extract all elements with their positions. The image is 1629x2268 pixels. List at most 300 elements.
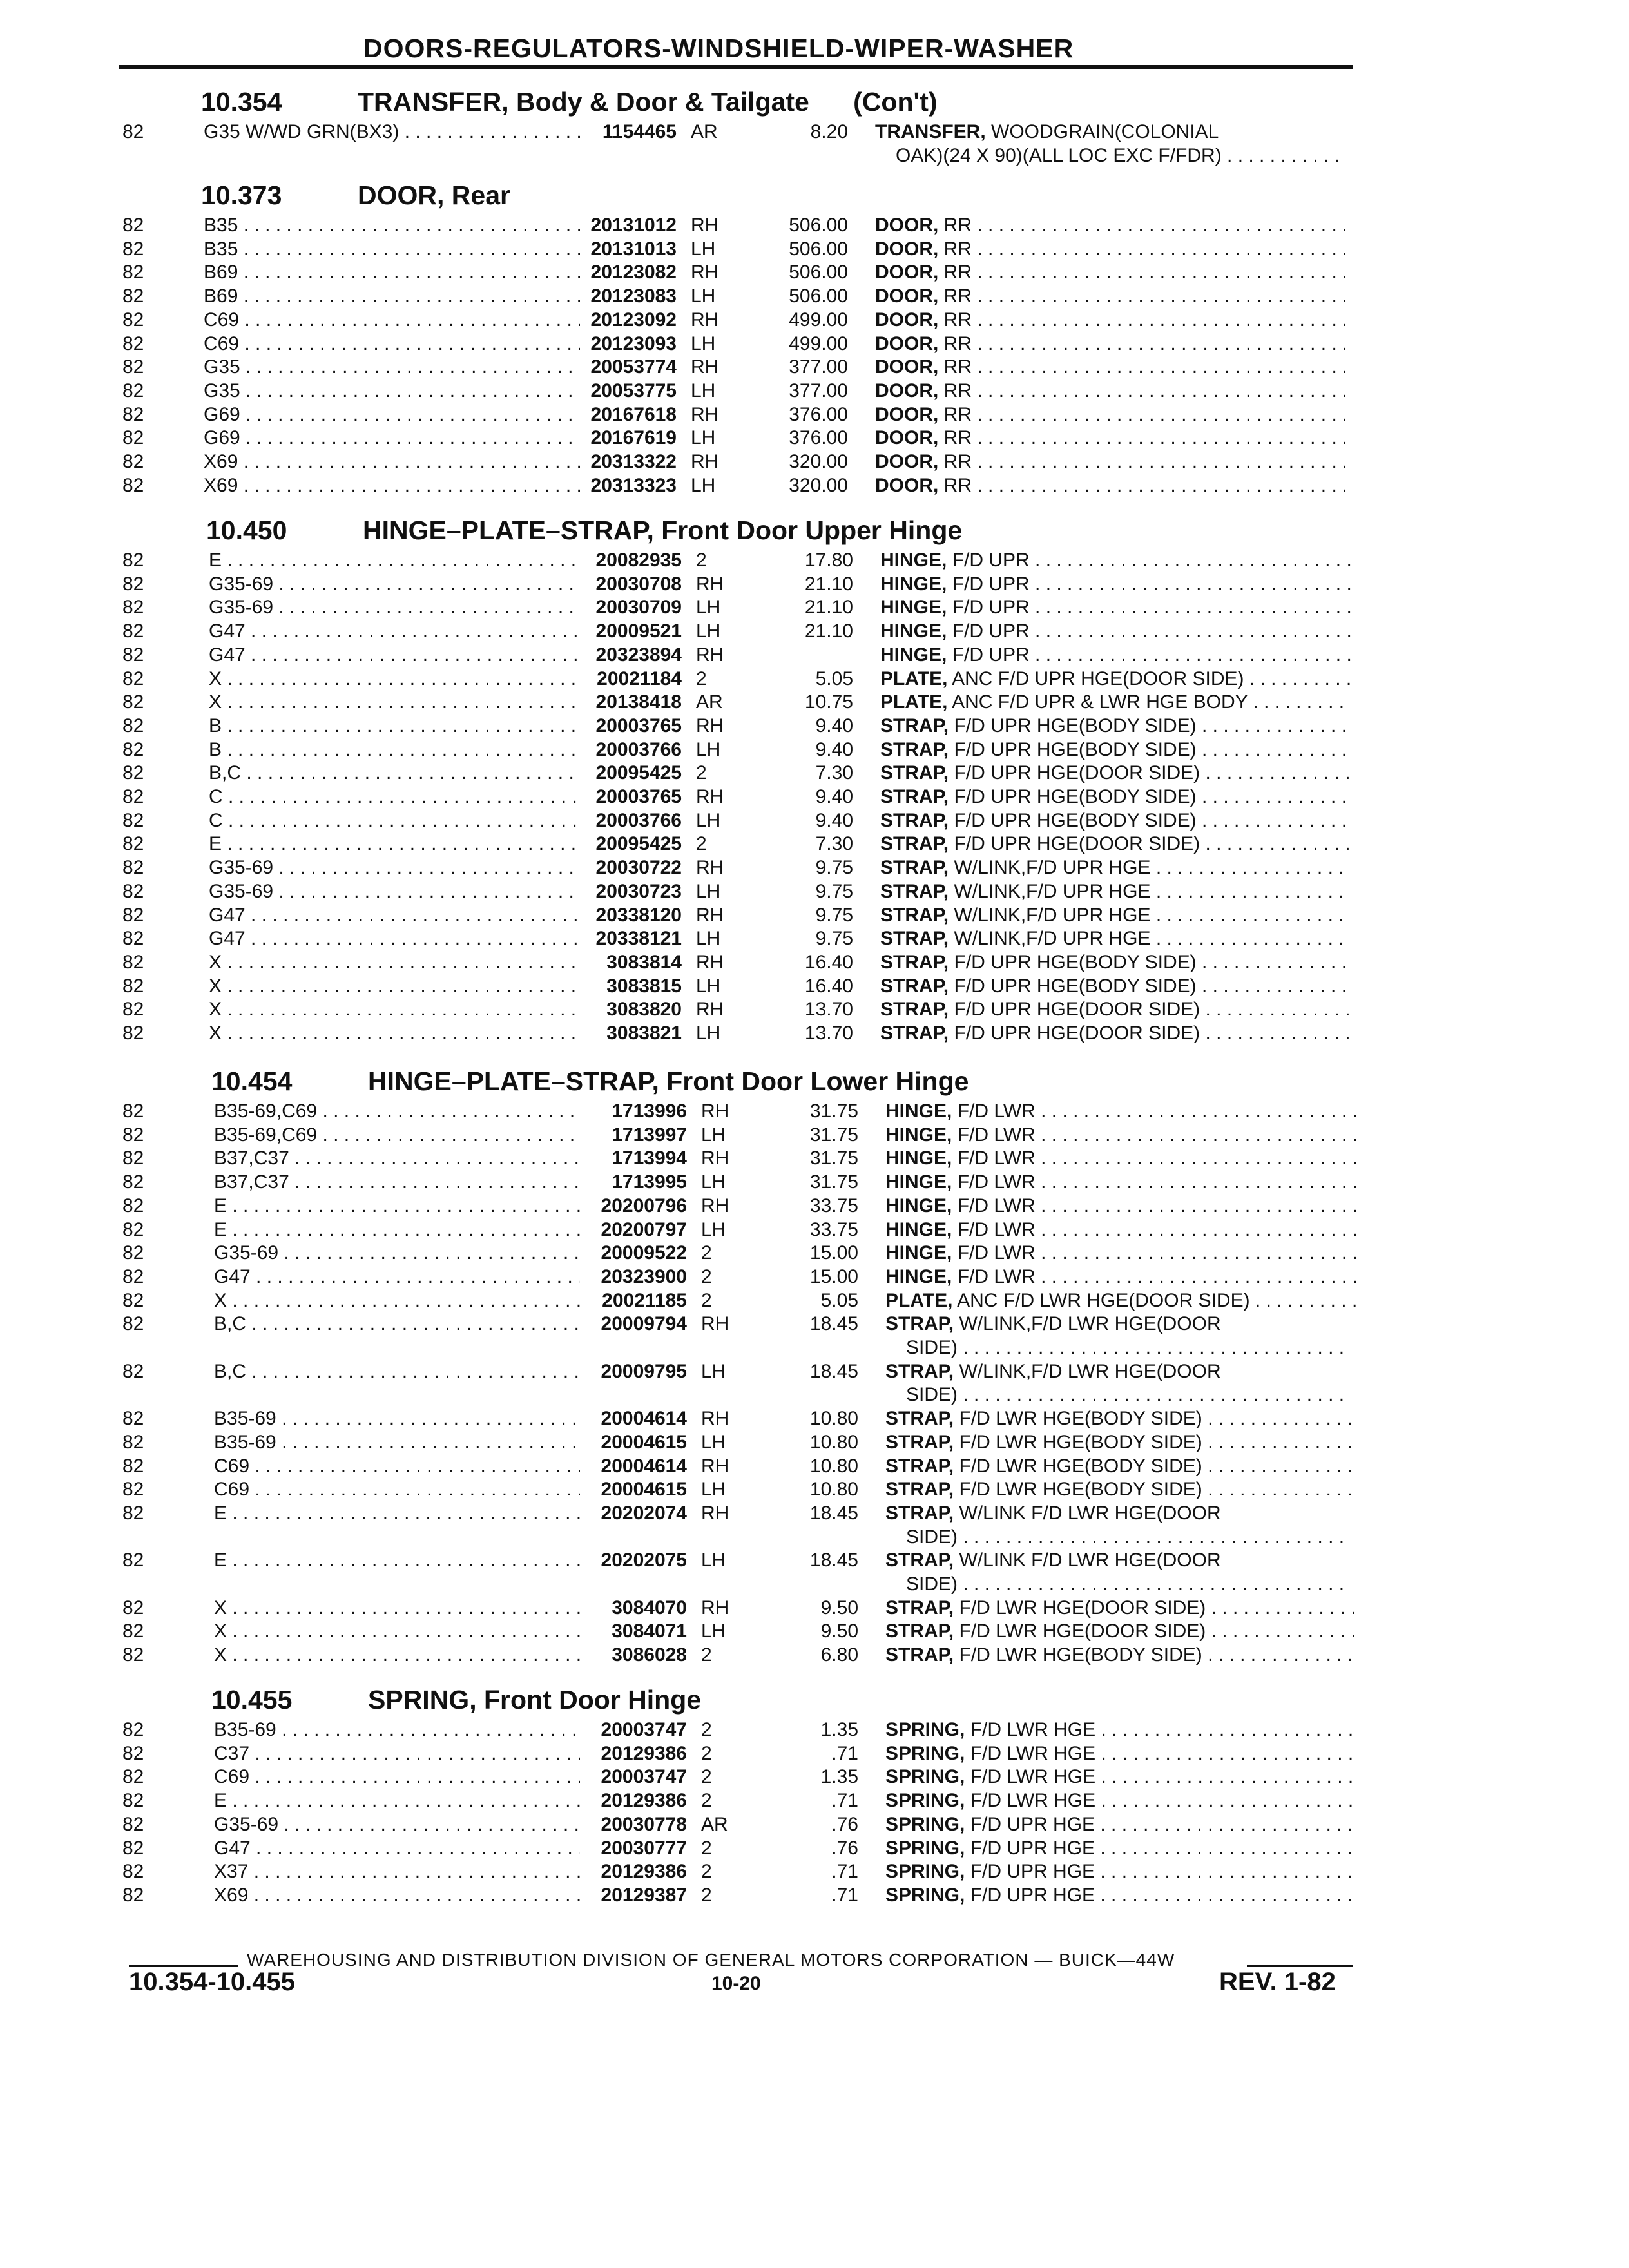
part-number: 20030723 — [591, 880, 682, 903]
section-number: 10.454 — [211, 1066, 293, 1096]
list-price: 33.75 — [809, 1218, 858, 1240]
quantity: 2 — [696, 833, 707, 855]
list-price: 15.00 — [809, 1265, 858, 1287]
quantity: LH — [696, 1023, 721, 1044]
quantity: 2 — [701, 1837, 712, 1859]
quantity: LH — [696, 928, 721, 950]
footer-page-number: 10-20 — [711, 1973, 761, 1994]
part-description — [880, 573, 1351, 596]
part-description — [875, 285, 1345, 308]
model-year: 82 — [122, 1861, 144, 1883]
part-description — [875, 120, 1345, 144]
list-price: 18.45 — [809, 1313, 858, 1335]
description-detail: WOODGRAIN(COLONIAL — [985, 121, 1219, 142]
table-row — [0, 403, 1629, 427]
description-detail: RR — [938, 238, 972, 260]
list-price: 320.00 — [789, 474, 848, 496]
quantity: LH — [701, 1550, 726, 1571]
table-row — [0, 1431, 1629, 1454]
model-code: B69 . . . — [204, 261, 580, 284]
part-description — [885, 1789, 1356, 1812]
list-price: .71 — [831, 1884, 858, 1906]
table-row — [0, 785, 1629, 809]
model-code: X . . . — [209, 951, 580, 974]
quantity: RH — [696, 715, 724, 736]
description-noun: SPRING, — [885, 1790, 965, 1812]
list-price: 21.10 — [804, 573, 853, 595]
table-row — [0, 1789, 1629, 1812]
list-price: 376.00 — [789, 403, 848, 425]
model-year: 82 — [122, 1620, 144, 1642]
footer-rule-right — [1247, 1965, 1353, 1967]
list-price: 499.00 — [789, 309, 848, 331]
description-detail: F/D UPR HGE(BODY SIDE) — [949, 715, 1197, 736]
description-detail: F/D UPR — [947, 550, 1030, 571]
description-noun: STRAP, — [885, 1408, 954, 1430]
model-year: 82 — [122, 999, 144, 1021]
model-code: C69 . . . — [204, 309, 580, 332]
model-code: G69 . . . — [204, 427, 580, 450]
table-row — [0, 1644, 1629, 1667]
table-row — [0, 1022, 1629, 1045]
description-detail: W/LINK,F/D LWR HGE(DOOR — [954, 1360, 1221, 1382]
description-noun: HINGE, — [880, 644, 947, 666]
footer-division: WAREHOUSING AND DISTRIBUTION DIVISION OF GENERAL MOTORS CORPORATION — BUICK—44W — [247, 1950, 1175, 1970]
part-number: 20095425 — [591, 762, 682, 785]
table-row — [0, 1147, 1629, 1170]
part-description — [885, 1431, 1356, 1454]
part-description — [875, 427, 1345, 450]
table-row — [0, 738, 1629, 762]
quantity: 2 — [701, 1644, 712, 1666]
list-price: 9.50 — [820, 1620, 858, 1642]
list-price: .76 — [831, 1813, 858, 1835]
description-noun: DOOR, — [875, 262, 939, 284]
part-description — [880, 762, 1351, 785]
list-price: 506.00 — [789, 215, 848, 236]
description-detail: F/D UPR HGE — [965, 1861, 1095, 1883]
part-description — [875, 309, 1345, 332]
model-code: X . . . — [214, 1644, 580, 1667]
description-noun: STRAP, — [885, 1431, 954, 1453]
part-description — [885, 1718, 1356, 1742]
model-year: 82 — [122, 309, 144, 331]
description-detail: F/D UPR HGE — [965, 1813, 1095, 1835]
table-row — [0, 644, 1629, 667]
description-noun: SPRING, — [885, 1861, 965, 1883]
model-year: 82 — [122, 550, 144, 571]
description-detail: W/LINK,F/D UPR HGE — [949, 880, 1151, 902]
model-year: 82 — [122, 403, 144, 425]
quantity: 2 — [696, 550, 707, 571]
part-description — [880, 549, 1351, 572]
part-number: 20338120 — [591, 904, 682, 927]
model-code: X . . . — [209, 691, 580, 714]
part-number: 20167619 — [586, 427, 677, 450]
part-number: 1713995 — [606, 1171, 687, 1194]
description-detail: F/D LWR — [952, 1195, 1036, 1216]
description-detail: F/D LWR HGE(BODY SIDE) — [954, 1408, 1202, 1430]
table-row-continuation — [0, 1336, 1629, 1360]
list-price: 10.80 — [809, 1408, 858, 1430]
model-code: X69 . . . — [204, 450, 580, 474]
model-year: 82 — [122, 762, 144, 784]
description-noun: SPRING, — [885, 1766, 965, 1788]
table-row — [0, 309, 1629, 332]
model-year: 82 — [122, 1360, 144, 1382]
model-code: G47 . . . — [209, 620, 580, 643]
part-description — [885, 1644, 1356, 1667]
table-row — [0, 474, 1629, 497]
table-row — [0, 951, 1629, 974]
description-detail: F/D LWR HGE(DOOR SIDE) — [954, 1620, 1206, 1642]
list-price: 33.75 — [809, 1195, 858, 1216]
description-detail: W/LINK,F/D UPR HGE — [949, 857, 1151, 879]
quantity: AR — [691, 121, 718, 142]
table-row — [0, 691, 1629, 714]
quantity: LH — [696, 880, 721, 902]
list-price: 499.00 — [789, 332, 848, 354]
part-number: 20030709 — [591, 596, 682, 619]
quantity: 2 — [701, 1719, 712, 1740]
part-number: 20338121 — [591, 927, 682, 950]
description-detail: F/D LWR — [952, 1100, 1036, 1122]
part-description — [880, 644, 1351, 667]
description-detail: RR — [938, 309, 972, 331]
list-price: 506.00 — [789, 262, 848, 284]
part-description — [880, 975, 1351, 998]
part-description — [875, 380, 1345, 403]
part-description — [885, 1312, 1356, 1336]
model-year: 82 — [122, 1242, 144, 1264]
model-code: X . . . — [214, 1620, 580, 1643]
model-year: 82 — [122, 1719, 144, 1740]
list-price: 7.30 — [815, 762, 853, 784]
part-description — [885, 1549, 1356, 1572]
part-description — [880, 596, 1351, 619]
part-description — [885, 1124, 1356, 1147]
description-noun: STRAP, — [880, 999, 949, 1021]
model-year: 82 — [122, 691, 144, 713]
description-noun: DOOR, — [875, 380, 939, 401]
list-price: 9.75 — [815, 857, 853, 879]
description-detail: F/D UPR HGE — [965, 1837, 1095, 1859]
model-year: 82 — [122, 1597, 144, 1619]
description-detail: F/D UPR HGE(BODY SIDE) — [949, 786, 1197, 807]
quantity: RH — [691, 262, 719, 284]
section-number: 10.373 — [201, 180, 282, 210]
table-row — [0, 1124, 1629, 1147]
model-year: 82 — [122, 1479, 144, 1501]
quantity: RH — [701, 1455, 729, 1477]
list-price: 18.45 — [809, 1360, 858, 1382]
list-price: 506.00 — [789, 238, 848, 260]
part-number: 20053775 — [586, 380, 677, 403]
part-number: 20004614 — [596, 1407, 687, 1430]
description-noun: HINGE, — [885, 1195, 952, 1216]
description-noun: SPRING, — [885, 1884, 965, 1906]
part-number: 20123083 — [586, 285, 677, 308]
part-number: 20123092 — [586, 309, 677, 332]
description-detail: F/D UPR HGE(BODY SIDE) — [949, 738, 1197, 760]
quantity: LH — [701, 1360, 726, 1382]
table-row — [0, 1742, 1629, 1765]
model-year: 82 — [122, 668, 144, 689]
quantity: RH — [691, 451, 719, 472]
model-code: E . . . — [214, 1502, 580, 1525]
list-price: 377.00 — [789, 380, 848, 401]
quantity: LH — [696, 620, 721, 642]
description-detail: F/D UPR HGE(BODY SIDE) — [949, 809, 1197, 831]
part-number: 20323894 — [591, 644, 682, 667]
quantity: LH — [691, 474, 716, 496]
part-description — [885, 1147, 1356, 1170]
model-year: 82 — [122, 380, 144, 401]
list-price: 6.80 — [820, 1644, 858, 1666]
quantity: RH — [701, 1502, 729, 1524]
part-number: 20021185 — [597, 1289, 687, 1312]
table-row — [0, 238, 1629, 261]
list-price: 7.30 — [815, 833, 853, 855]
list-price: 5.05 — [820, 1289, 858, 1311]
model-code: B35-69 . . . — [214, 1718, 580, 1742]
quantity: RH — [701, 1148, 729, 1169]
description-noun: DOOR, — [875, 238, 939, 260]
part-number: 20003747 — [596, 1718, 687, 1742]
part-number: 20030777 — [596, 1837, 687, 1860]
model-code: B69 . . . — [204, 285, 580, 308]
list-price: 10.80 — [809, 1431, 858, 1453]
part-description — [885, 1884, 1356, 1907]
list-price: 31.75 — [809, 1124, 858, 1146]
description-noun: STRAP, — [880, 928, 949, 950]
model-code: G35-69 . . . — [209, 880, 580, 903]
description-detail: F/D UPR — [947, 644, 1030, 666]
list-price: 18.45 — [809, 1550, 858, 1571]
table-row — [0, 1360, 1629, 1383]
model-code: X . . . — [209, 1022, 580, 1045]
quantity: RH — [696, 786, 724, 807]
quantity: 2 — [701, 1742, 712, 1764]
quantity: LH — [696, 738, 721, 760]
description-noun: HINGE, — [885, 1100, 952, 1122]
description-noun: STRAP, — [885, 1455, 954, 1477]
table-row — [0, 832, 1629, 856]
part-number: 20202075 — [596, 1549, 687, 1572]
description-detail: W/LINK F/D LWR HGE(DOOR — [954, 1502, 1221, 1524]
part-number: 3083820 — [601, 998, 682, 1021]
description-detail: RR — [938, 380, 972, 401]
part-description — [875, 356, 1345, 379]
table-row — [0, 856, 1629, 879]
table-row — [0, 214, 1629, 237]
description-detail: ANC F/D UPR HGE(DOOR SIDE) — [947, 668, 1244, 689]
description-continuation: SIDE) . . . — [906, 1573, 1347, 1596]
model-code: G47 . . . — [209, 904, 580, 927]
list-price: 21.10 — [804, 620, 853, 642]
table-row — [0, 450, 1629, 474]
model-code: X69 . . . — [214, 1884, 580, 1907]
description-noun: DOOR, — [875, 285, 939, 307]
quantity: RH — [701, 1100, 729, 1122]
part-description — [880, 668, 1351, 691]
description-noun: DOOR, — [875, 309, 939, 331]
table-row-continuation — [0, 1526, 1629, 1549]
model-year: 82 — [122, 121, 144, 142]
description-noun: SPRING, — [885, 1837, 965, 1859]
model-code: G35-69 . . . — [209, 856, 580, 879]
part-number: 20323900 — [596, 1265, 687, 1289]
quantity: LH — [696, 809, 721, 831]
model-code: G35-69 . . . — [214, 1813, 580, 1836]
table-row — [0, 285, 1629, 308]
description-noun: STRAP, — [885, 1479, 954, 1501]
list-price: 31.75 — [809, 1100, 858, 1122]
model-code: E . . . — [214, 1549, 580, 1572]
part-number: 20004614 — [596, 1455, 687, 1478]
quantity: LH — [691, 238, 716, 260]
model-code: E . . . — [214, 1789, 580, 1812]
list-price: 13.70 — [804, 1023, 853, 1044]
part-description — [875, 214, 1345, 237]
part-description — [885, 1407, 1356, 1430]
model-year: 82 — [122, 215, 144, 236]
model-year: 82 — [122, 1431, 144, 1453]
model-year: 82 — [122, 1023, 144, 1044]
description-detail: F/D LWR HGE(BODY SIDE) — [954, 1431, 1202, 1453]
part-number: 20009522 — [596, 1242, 687, 1265]
model-code: B,C . . . — [214, 1360, 580, 1383]
description-detail: F/D LWR — [952, 1242, 1036, 1264]
model-code: B . . . — [209, 738, 580, 762]
description-noun: STRAP, — [880, 833, 949, 855]
model-code: G47 . . . — [209, 644, 580, 667]
list-price: 31.75 — [809, 1148, 858, 1169]
table-row — [0, 1813, 1629, 1836]
model-year: 82 — [122, 332, 144, 354]
model-year: 82 — [122, 1124, 144, 1146]
part-description — [885, 1360, 1356, 1383]
model-code: E . . . — [214, 1218, 580, 1242]
model-code: C . . . — [209, 809, 580, 832]
list-price: .71 — [831, 1861, 858, 1883]
list-price: 18.45 — [809, 1502, 858, 1524]
model-year: 82 — [122, 573, 144, 595]
section-title: HINGE–PLATE–STRAP, Front Door Lower Hinge — [368, 1066, 969, 1096]
list-price: 9.40 — [815, 738, 853, 760]
quantity: AR — [696, 691, 723, 713]
description-detail: RR — [938, 215, 972, 236]
model-year: 82 — [122, 1218, 144, 1240]
table-row — [0, 1549, 1629, 1572]
footer-rule-left — [129, 1965, 238, 1967]
list-price: 21.10 — [804, 597, 853, 619]
model-code: X . . . — [209, 975, 580, 998]
part-description — [885, 1597, 1356, 1620]
description-noun: STRAP, — [885, 1550, 954, 1571]
description-detail: F/D UPR HGE(DOOR SIDE) — [949, 833, 1200, 855]
description-noun: HINGE, — [880, 597, 947, 619]
description-noun: HINGE, — [880, 550, 947, 571]
description-detail: ANC F/D LWR HGE(DOOR SIDE) — [952, 1289, 1250, 1311]
description-noun: STRAP, — [885, 1597, 954, 1619]
description-noun: TRANSFER, — [875, 121, 986, 142]
table-row — [0, 332, 1629, 356]
part-description — [885, 1218, 1356, 1242]
table-row — [0, 1718, 1629, 1742]
part-description — [875, 261, 1345, 284]
section-number: 10.455 — [211, 1685, 293, 1715]
description-continuation: SIDE) . . . — [906, 1336, 1347, 1360]
model-code: B37,C37 . . . — [214, 1171, 580, 1194]
model-code: B35-69,C69 . . . — [214, 1100, 580, 1123]
part-description — [885, 1742, 1356, 1765]
description-detail: F/D LWR HGE — [965, 1719, 1096, 1740]
model-year: 82 — [122, 1408, 144, 1430]
description-detail: F/D UPR HGE(DOOR SIDE) — [949, 762, 1200, 784]
quantity: LH — [701, 1218, 726, 1240]
part-number: 20129386 — [596, 1789, 687, 1812]
model-year: 82 — [122, 1100, 144, 1122]
list-price: .76 — [831, 1837, 858, 1859]
part-description — [875, 238, 1345, 261]
part-description — [880, 620, 1351, 643]
part-description — [885, 1478, 1356, 1501]
part-description — [880, 738, 1351, 762]
quantity: RH — [701, 1313, 729, 1335]
description-noun: STRAP, — [880, 857, 949, 879]
table-row — [0, 1171, 1629, 1194]
part-description — [885, 1813, 1356, 1836]
part-number: 20313322 — [586, 450, 677, 474]
description-continuation: SIDE) . . . — [906, 1383, 1347, 1407]
part-number: 20003765 — [591, 785, 682, 809]
description-noun: DOOR, — [875, 332, 939, 354]
model-code: C69 . . . — [214, 1455, 580, 1478]
part-description — [885, 1265, 1356, 1289]
list-price: 16.40 — [804, 975, 853, 997]
part-description — [880, 904, 1351, 927]
table-row — [0, 120, 1629, 144]
model-year: 82 — [122, 1550, 144, 1571]
quantity: LH — [691, 332, 716, 354]
model-code: E . . . — [209, 832, 580, 856]
part-number: 3083821 — [601, 1022, 682, 1045]
table-row — [0, 1218, 1629, 1242]
description-detail: F/D LWR — [952, 1218, 1036, 1240]
part-description — [880, 998, 1351, 1021]
description-noun: DOOR, — [875, 403, 939, 425]
list-price: 9.40 — [815, 809, 853, 831]
description-detail: F/D LWR — [952, 1124, 1036, 1146]
part-number: 20003766 — [591, 738, 682, 762]
model-year: 82 — [122, 880, 144, 902]
table-row — [0, 380, 1629, 403]
quantity: 2 — [701, 1265, 712, 1287]
part-description — [875, 403, 1345, 427]
description-noun: STRAP, — [885, 1620, 954, 1642]
part-description — [880, 832, 1351, 856]
model-year: 82 — [122, 786, 144, 807]
quantity: RH — [701, 1597, 729, 1619]
table-row-continuation — [0, 144, 1629, 168]
model-year: 82 — [122, 1313, 144, 1335]
description-noun: HINGE, — [885, 1218, 952, 1240]
part-number: 20003765 — [591, 715, 682, 738]
part-number: 20082935 — [591, 549, 682, 572]
description-detail: RR — [938, 474, 972, 496]
quantity: AR — [701, 1813, 728, 1835]
